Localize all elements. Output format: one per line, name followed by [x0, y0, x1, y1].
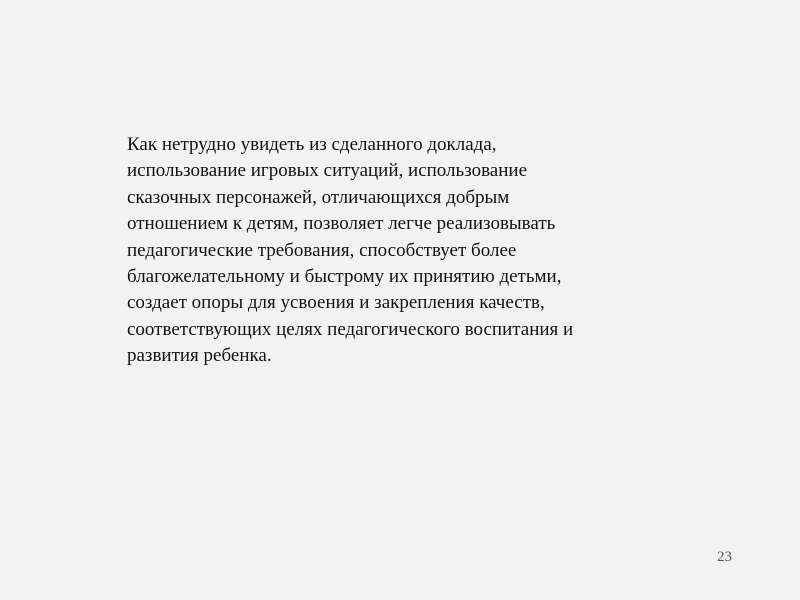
text-line: благожелательному и быстрому их принятию детьми,: [127, 266, 562, 288]
text-line: использование игровых ситуаций, использование: [127, 160, 528, 182]
text-line: развития ребенка.: [127, 345, 272, 367]
page-number: 23: [717, 549, 732, 565]
text-line: педагогические требования, способствует более: [127, 239, 517, 261]
text-line: Как нетрудно увидеть из сделанного доклада,: [127, 134, 497, 155]
text-line: сказочных персонажей, отличающихся добрым: [127, 186, 510, 208]
text-line: отношением к детям, позволяет легче реализовывать: [127, 213, 556, 235]
text-line: создает опоры для усвоения и закрепления качеств,: [127, 292, 545, 314]
body-paragraph: [127, 132, 687, 370]
text-line: соответствующих целях педагогического воспитания и: [127, 318, 574, 340]
